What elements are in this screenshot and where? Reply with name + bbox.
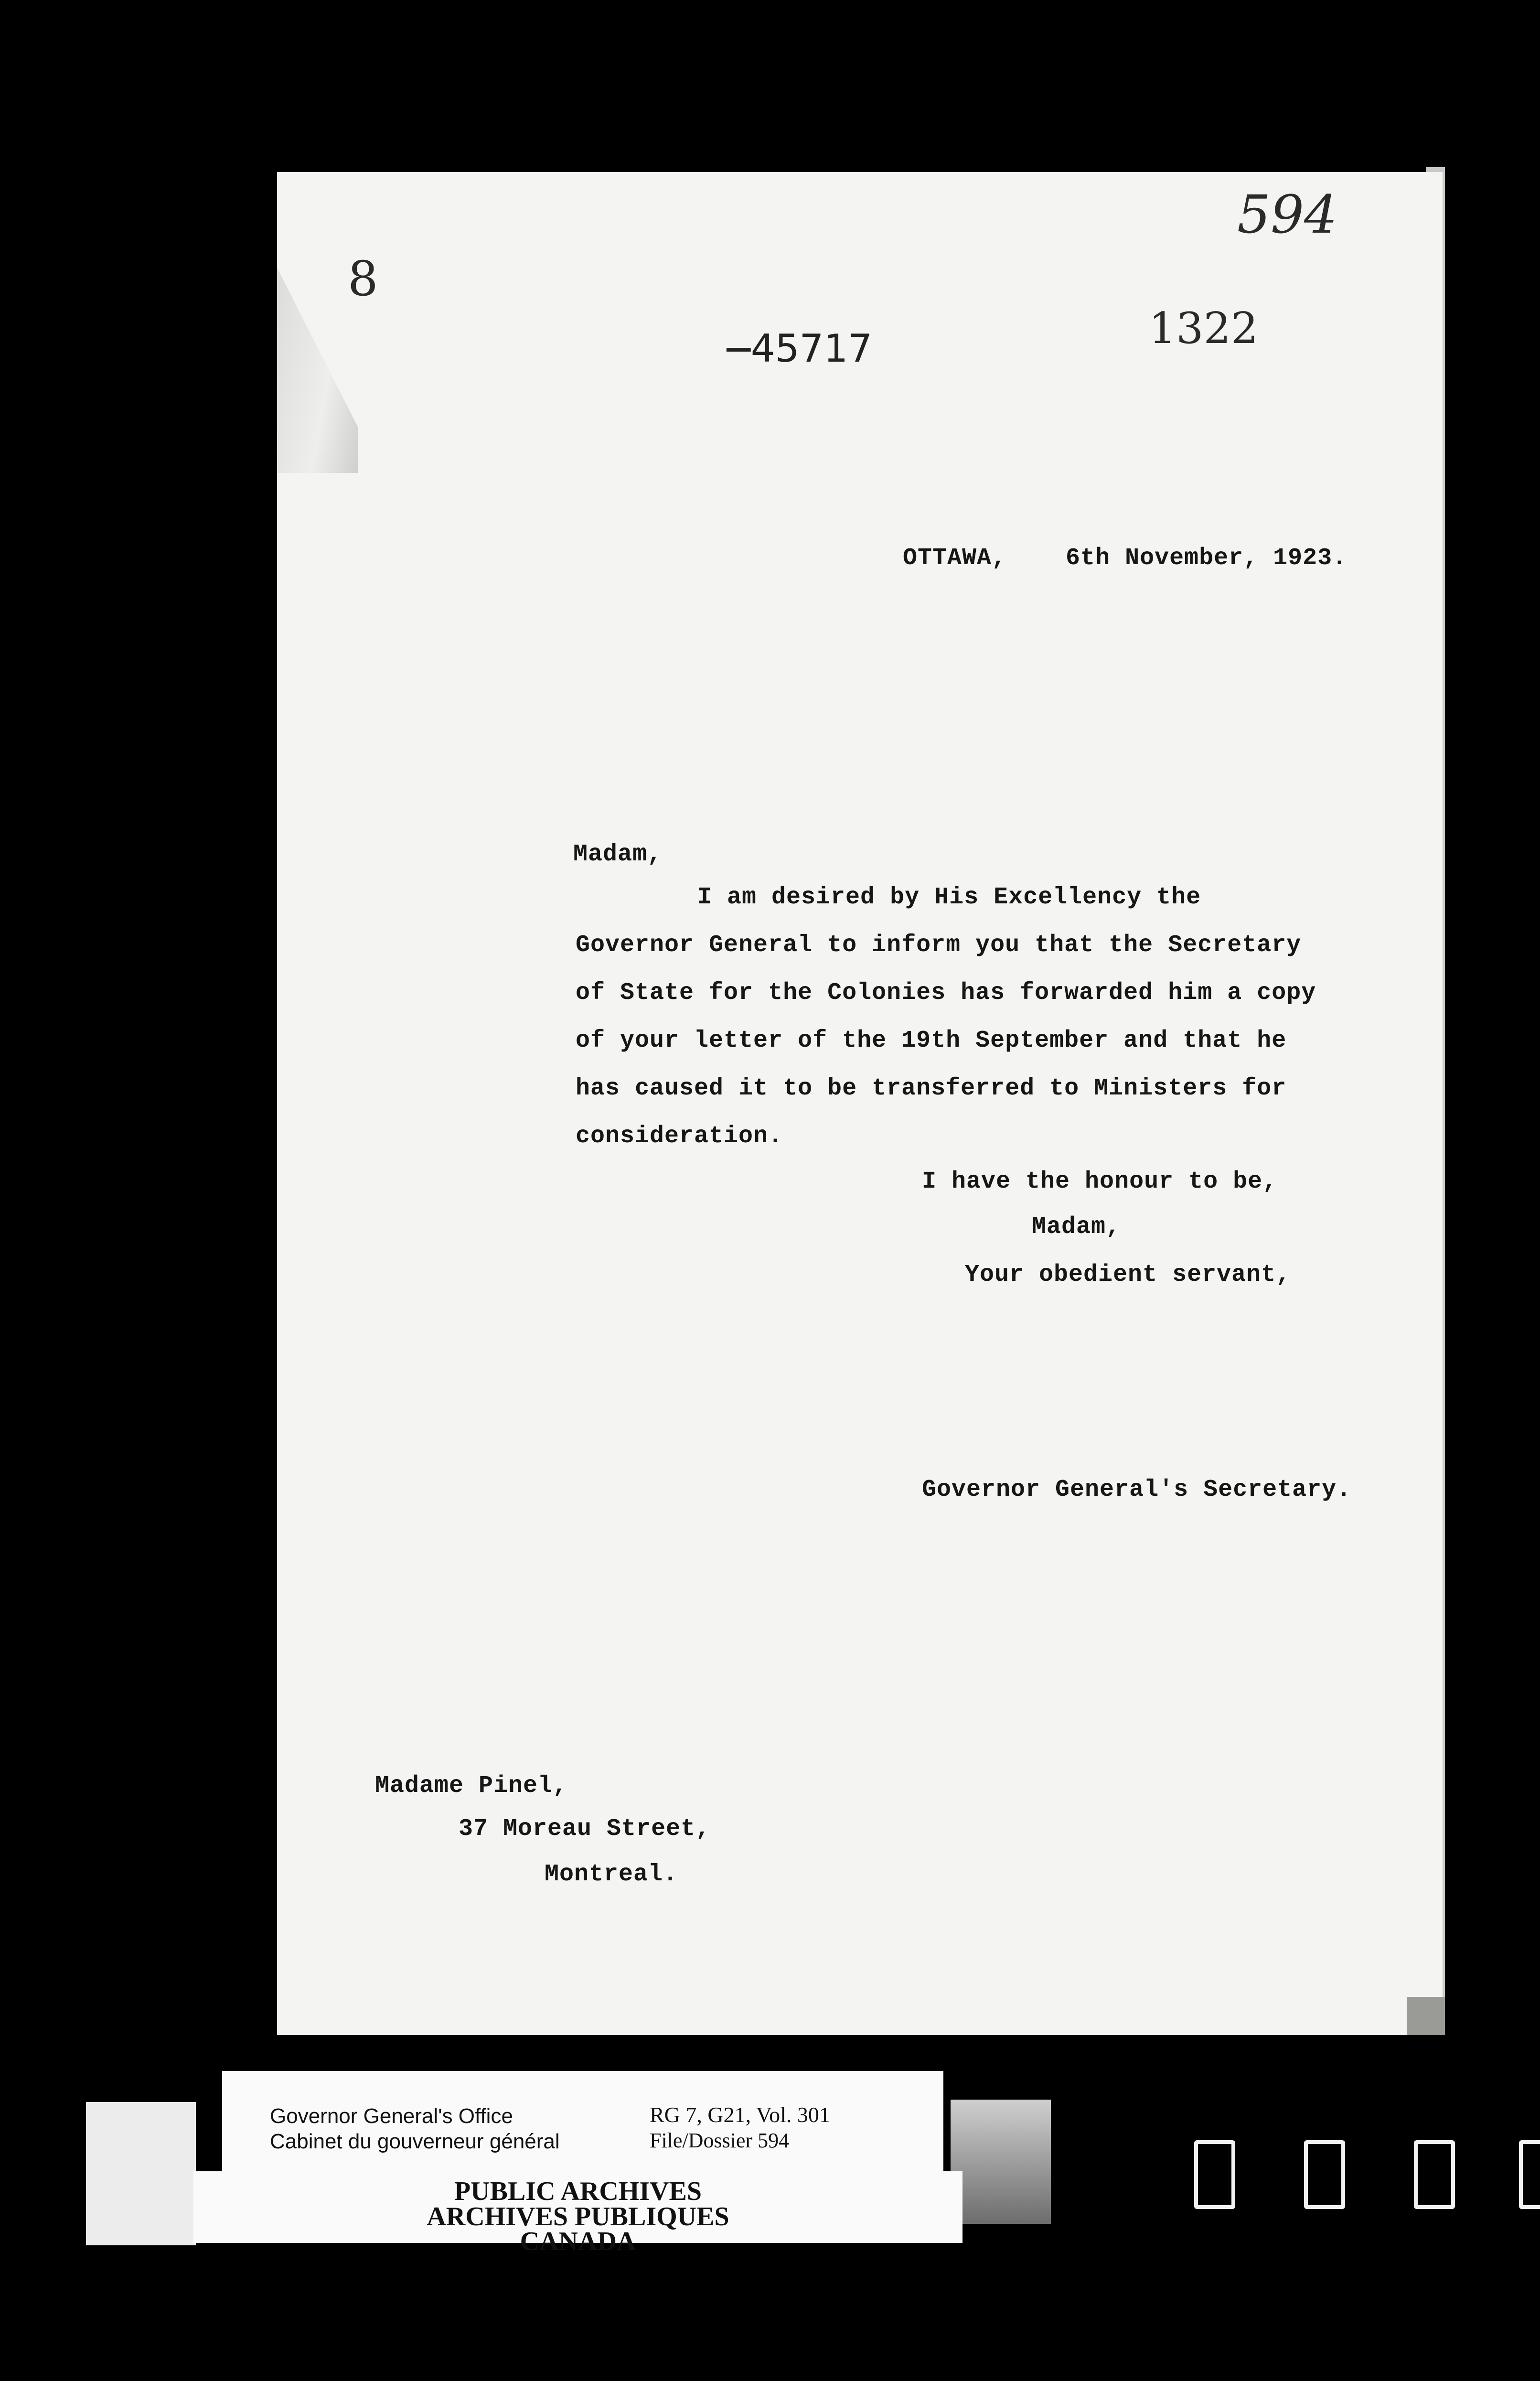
archive-label-right-photo (951, 2100, 1051, 2224)
closing-line-3: Your obedient servant, (965, 1261, 1291, 1288)
frame-digit (1414, 2140, 1455, 2209)
frame-digit (1519, 2140, 1540, 2209)
record-group: RG 7, G21, Vol. 301 (650, 2102, 830, 2127)
underlying-sheet (1407, 1997, 1445, 2035)
reference-struck: 45717 (750, 326, 873, 371)
body-line-6: consideration. (576, 1123, 783, 1150)
salutation: Madam, (573, 841, 663, 868)
closing-line-1: I have the honour to be, (922, 1168, 1278, 1195)
office-english: Governor General's Office (270, 2104, 513, 2128)
file-number: File/Dossier 594 (650, 2129, 790, 2152)
circle-mark: 8 (348, 251, 378, 307)
letter-page (277, 172, 1443, 2035)
folio-number: 594 (1237, 184, 1337, 245)
frame-digit (1194, 2140, 1235, 2209)
closing-line-2: Madam, (1032, 1213, 1121, 1241)
body-line-1: I am desired by His Excellency the (697, 884, 1201, 911)
office-french: Cabinet du gouverneur général (270, 2130, 560, 2153)
reference-number: 1322 (1149, 303, 1259, 354)
archives-line-2: ARCHIVES PUBLIQUES (427, 2202, 729, 2231)
body-line-5: has caused it to be transferred to Ministers for (576, 1075, 1287, 1102)
signature-title: Governor General's Secretary. (922, 1476, 1352, 1503)
archives-line-1: PUBLIC ARCHIVES (454, 2177, 702, 2206)
body-line-2: Governor General to inform you that the Secretary (576, 932, 1302, 959)
place-date: OTTAWA, 6th November, 1923. (903, 545, 1348, 572)
archives-line-3: CANADA (520, 2227, 636, 2256)
frame-digit (1304, 2140, 1345, 2209)
archive-label-left-tab (86, 2102, 196, 2245)
address-line-2: 37 Moreau Street, (459, 1815, 711, 1843)
address-line-3: Montreal. (545, 1861, 678, 1888)
address-line-1: Madame Pinel, (375, 1772, 568, 1800)
body-line-4: of your letter of the 19th September and that he (576, 1027, 1287, 1054)
body-line-3: of State for the Colonies has forwarded him a copy (576, 979, 1316, 1007)
